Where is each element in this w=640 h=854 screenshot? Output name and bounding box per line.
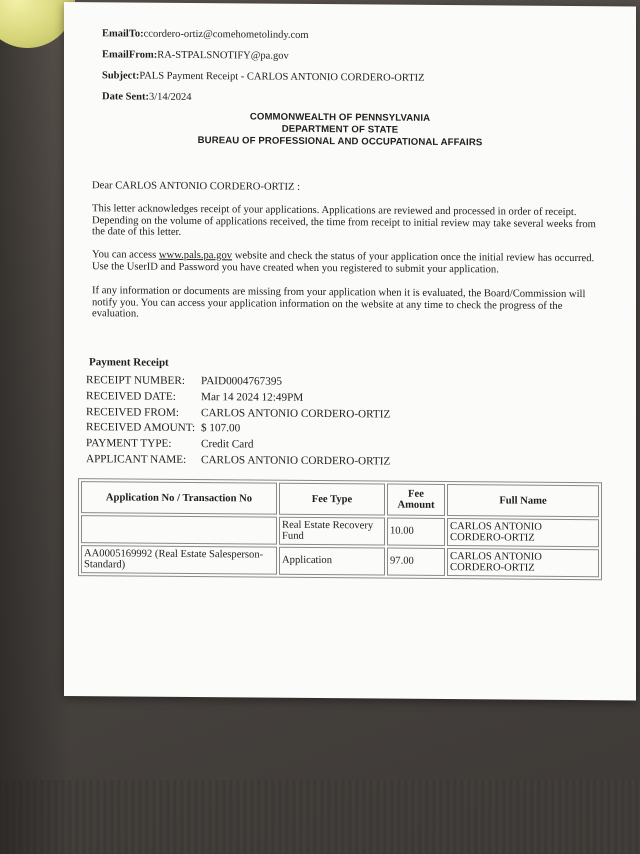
email-from-value: RA-STPALSNOTIFY@pa.gov [157,49,289,62]
date-sent-label: Date Sent: [102,91,149,103]
paragraph-2 [92,249,602,276]
agency-line-1: COMMONWEALTH OF PENNSYLVANIA [249,111,431,124]
shadow [0,0,70,854]
table-row [81,545,599,577]
header-application-no: Application No / Transaction No [81,481,277,515]
email-to-value: ccordero-ortiz@comehometolindy.com [143,28,309,41]
received-amount-row [86,421,241,435]
subject-value: PALS Payment Receipt - CARLOS ANTONIO CORDERO-ORTIZ [139,70,425,84]
email-from-label: EmailFrom: [102,49,158,61]
fee-amount-cell: 97.00 [387,548,445,576]
date-sent-value: 3/14/2024 [148,91,192,104]
table-row [81,515,599,547]
email-from-line [102,49,289,61]
table-surface [0,780,640,854]
receipt-title: Payment Receipt [89,356,169,369]
fee-type-cell: Application [279,547,385,576]
header-fee-amount: Fee Amount [387,484,445,516]
payment-type-label: PAYMENT TYPE: [86,437,172,450]
received-from-row [86,406,391,421]
receipt-number-value: PAID0004767395 [201,375,283,388]
applicant-name-value: CARLOS ANTONIO CORDERO-ORTIZ [201,454,391,468]
received-date-value: Mar 14 2024 12:49PM [201,391,304,404]
fee-amount-cell: 10.00 [387,518,445,546]
received-date-label: RECEIVED DATE: [86,390,176,403]
subject-line [102,70,425,84]
header-fee-type: Fee Type [279,483,385,516]
received-from-label: RECEIVED FROM: [86,406,179,419]
payment-type-value: Credit Card [201,438,254,451]
applicant-name-label: APPLICANT NAME: [86,453,187,466]
email-to-line [102,28,309,41]
salutation: Dear CARLOS ANTONIO CORDERO-ORTIZ : [92,180,301,193]
agency-line-2: DEPARTMENT OF STATE [281,123,399,136]
agency-line-3: BUREAU OF PROFESSIONAL AND OCCUPATIONAL AFFAIRS [197,135,483,149]
received-from-value: CARLOS ANTONIO CORDERO-ORTIZ [201,407,391,421]
email-to-label: EmailTo: [102,28,144,40]
paragraph-2-end: website and check the status of your application once the initial review has occurred. Use the UserID and Password you have created when you registered to submit your application. [92,250,595,276]
received-date-row [86,390,304,404]
header-full-name: Full Name [447,484,599,517]
fees-table-header-row [81,481,599,517]
subject-label: Subject: [102,70,140,82]
receipt-number-row [86,374,283,388]
paragraph-2-start: You can access [92,249,159,261]
fee-type-cell: Real Estate Recovery Fund [279,517,385,546]
received-amount-label: RECEIVED AMOUNT: [86,421,196,435]
payment-type-row [86,437,254,451]
paragraph-1: This letter acknowledges receipt of your applications. Applications are reviewed and processed in order of receipt. Depending on the volume of applications received, the time from receipt to initial review may take several weeks from the date of this letter. [92,203,596,239]
date-sent-line [102,91,192,103]
fees-table [78,478,602,580]
letter-page [64,2,636,700]
received-amount-value: $ 107.00 [201,422,241,435]
receipt-number-label: RECEIPT NUMBER: [86,374,185,387]
applicant-name-row [86,453,391,468]
application-no-cell: AA0005169992 (Real Estate Salesperson-Standard) [81,545,277,575]
full-name-cell: CARLOS ANTONIO CORDERO-ORTIZ [447,518,599,547]
paragraph-3: If any information or documents are missing from your application when it is evaluated, the Board/Commission will notify you. You can access your application information on the website at any time to check the progress of the evaluation. [92,285,586,320]
application-no-cell [81,515,277,545]
full-name-cell: CARLOS ANTONIO CORDERO-ORTIZ [447,548,599,577]
pals-website-link[interactable]: www.pals.pa.gov [158,249,233,262]
